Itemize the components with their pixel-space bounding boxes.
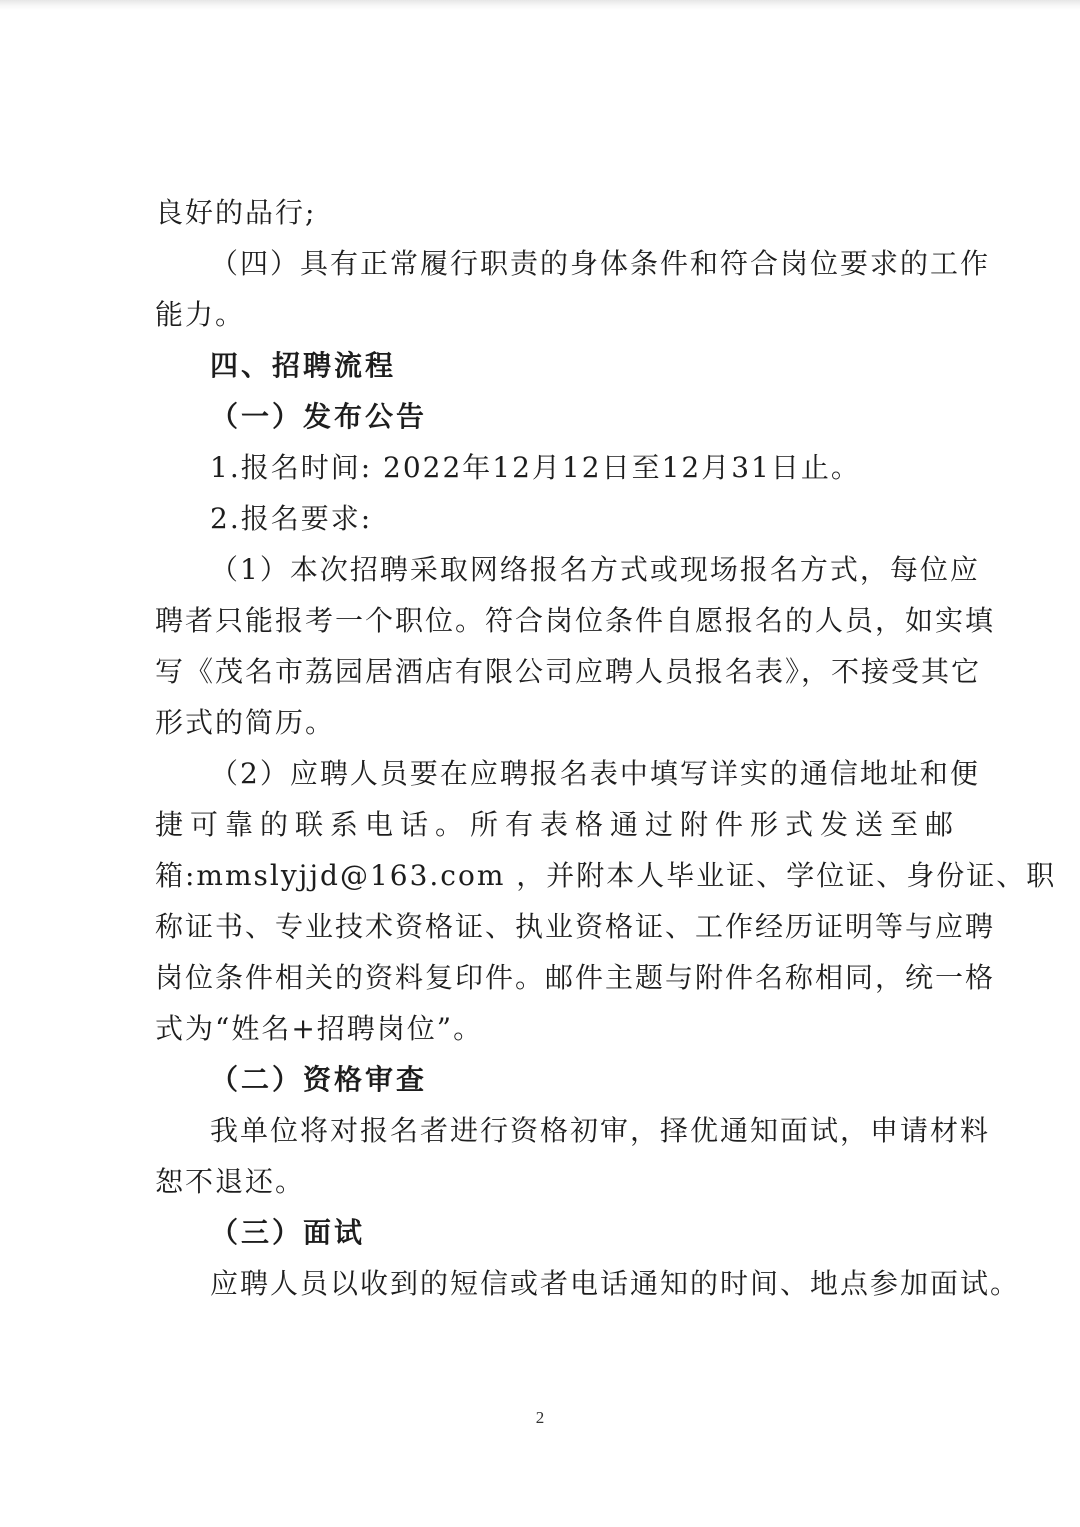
text-line: 2.报名要求: [210, 502, 373, 535]
text-line: （1）本次招聘采取网络报名方式或现场报名方式，每位应 [210, 553, 980, 586]
text-line: 1.报名时间: 2022年12月12日至12月31日止。 [210, 451, 861, 484]
text-line: 形式的简历。 [155, 706, 336, 739]
text-line: 能力。 [155, 298, 246, 331]
text-line: 聘者只能报考一个职位。符合岗位条件自愿报名的人员，如实填 [155, 604, 996, 637]
subsection-heading: （一）发布公告 [210, 400, 428, 433]
text-line: 应聘人员以收到的短信或者电话通知的时间、地点参加面试。 [210, 1267, 1021, 1300]
text-line: 箱:mmslyjjd@163.com ，并附本人毕业证、学位证、身份证、职 [155, 859, 1057, 892]
scan-edge-shadow [0, 0, 1080, 10]
text-line: （2）应聘人员要在应聘报名表中填写详实的通信地址和便 [210, 757, 980, 790]
text-line: 式为“姓名+招聘岗位”。 [155, 1012, 484, 1045]
text-line: 捷可靠的联系电话。所有表格通过附件形式发送至邮 [155, 808, 955, 841]
text-line: 称证书、专业技术资格证、执业资格证、工作经历证明等与应聘 [155, 910, 996, 943]
text-line: 岗位条件相关的资料复印件。邮件主题与附件名称相同，统一格 [155, 961, 996, 994]
text-line: 恕不退还。 [155, 1165, 306, 1198]
text-line: 我单位将对报名者进行资格初审，择优通知面试，申请材料 [210, 1114, 991, 1147]
subsection-heading: （二）资格审查 [210, 1063, 428, 1096]
section-heading: 四、招聘流程 [210, 349, 397, 382]
page-number: 2 [535, 1408, 545, 1427]
text-line: 写《茂名市荔园居酒店有限公司应聘人员报名表》，不接受其它 [155, 655, 982, 688]
text-line: （四）具有正常履行职责的身体条件和符合岗位要求的工作 [210, 247, 991, 280]
subsection-heading: （三）面试 [210, 1216, 366, 1249]
text-line: 良好的品行; [155, 196, 317, 229]
